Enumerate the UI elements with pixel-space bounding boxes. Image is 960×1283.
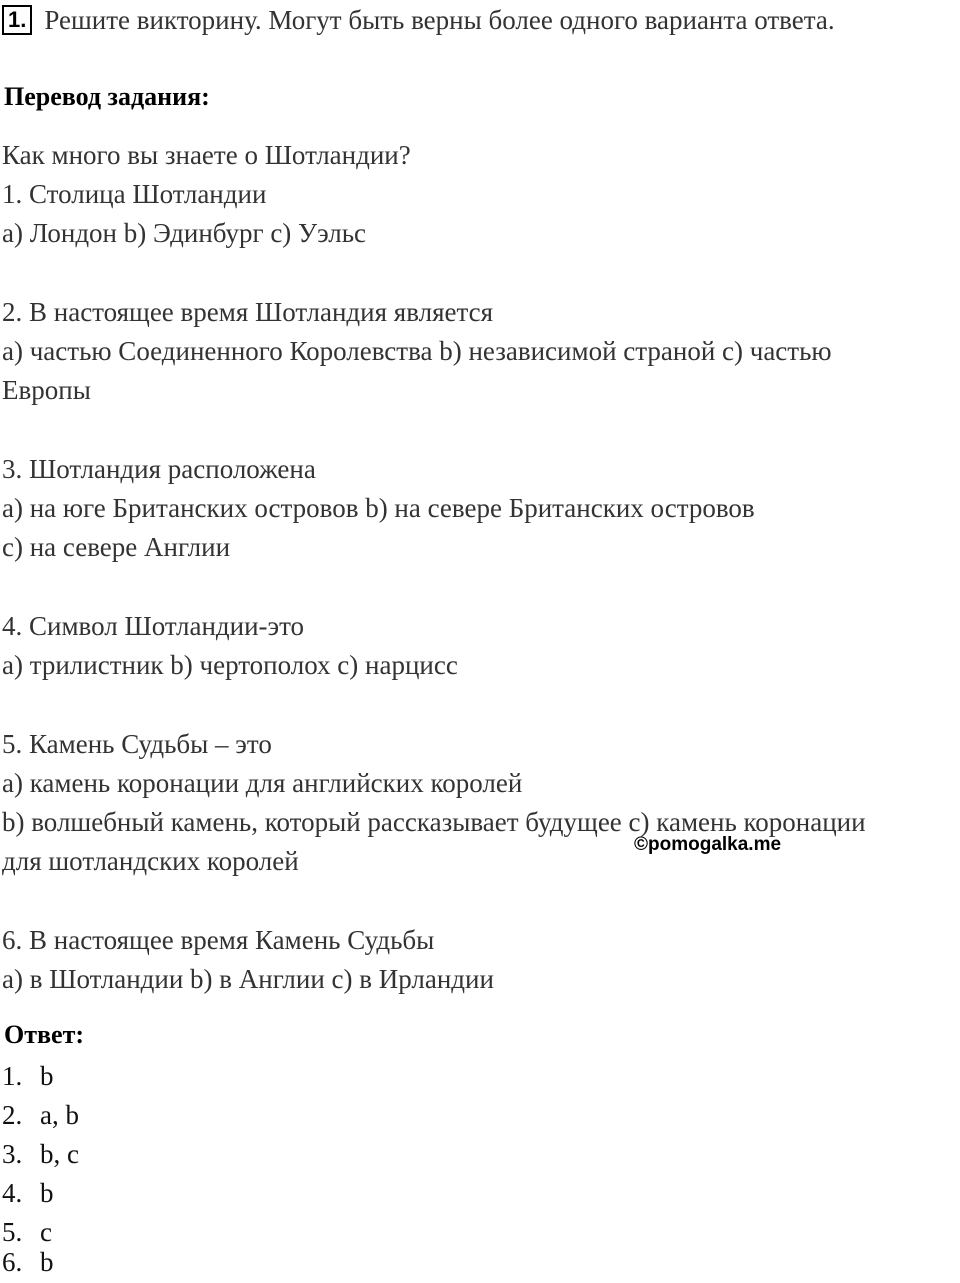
answer-number: 3. bbox=[2, 1139, 23, 1169]
answer-item bbox=[2, 1096, 79, 1135]
answer-item bbox=[2, 1174, 54, 1213]
watermark: ©pomogalka.me bbox=[634, 834, 782, 855]
quiz-intro: Как много вы знаете о Шотландии? bbox=[2, 140, 411, 170]
question-6-options: a) в Шотландии b) в Англии c) в Ирландии bbox=[2, 964, 494, 994]
question-1-options: a) Лондон b) Эдинбург c) Уэльс bbox=[2, 218, 367, 248]
question-4-options: a) трилистник b) чертополох c) нарцисс bbox=[2, 650, 458, 680]
answer-number: 1. bbox=[2, 1061, 23, 1091]
question-2-options-cont: Европы bbox=[2, 375, 91, 405]
question-4: 4. Символ Шотландии-это bbox=[2, 611, 305, 641]
question-3-options-cont: c) на севере Англии bbox=[2, 532, 231, 562]
question-5-option-b-c: b) волшебный камень, который рассказывает будущее c) камень коронации bbox=[2, 807, 866, 837]
answer-item bbox=[2, 1135, 79, 1174]
question-3-options: a) на юге Британских островов b) на севере Британских островов bbox=[2, 493, 755, 523]
answer-number: 2. bbox=[2, 1100, 23, 1130]
question-6: 6. В настоящее время Камень Судьбы bbox=[2, 925, 435, 955]
answer-value: b bbox=[40, 1247, 54, 1277]
answer-value: b bbox=[40, 1061, 54, 1091]
translation-heading: Перевод задания: bbox=[4, 82, 210, 111]
answer-value: c bbox=[40, 1217, 52, 1247]
question-5-option-a: a) камень коронации для английских королей bbox=[2, 768, 523, 798]
answer-value: b bbox=[40, 1178, 54, 1208]
answer-item bbox=[2, 1243, 54, 1282]
answer-value: b, c bbox=[40, 1139, 79, 1169]
task-number-badge: 1. bbox=[2, 5, 32, 35]
question-1: 1. Столица Шотландии bbox=[2, 179, 267, 209]
question-5-options-cont: для шотландских королей bbox=[2, 846, 299, 876]
answer-number: 4. bbox=[2, 1178, 23, 1208]
answer-item bbox=[2, 1057, 54, 1096]
answer-number: 6. bbox=[2, 1247, 23, 1277]
answer-value: a, b bbox=[40, 1100, 79, 1130]
task-instruction: Решите викторину. Могут быть верны более одного варианта ответа. bbox=[44, 4, 835, 35]
question-2: 2. В настоящее время Шотландия является bbox=[2, 297, 494, 327]
question-5: 5. Камень Судьбы – это bbox=[2, 729, 272, 759]
question-3: 3. Шотландия расположена bbox=[2, 454, 316, 484]
task-header bbox=[2, 0, 835, 40]
question-2-options: a) частью Соединенного Королевства b) независимой страной c) частью bbox=[2, 336, 832, 366]
answer-number: 5. bbox=[2, 1217, 23, 1247]
answer-heading: Ответ: bbox=[4, 1020, 85, 1049]
